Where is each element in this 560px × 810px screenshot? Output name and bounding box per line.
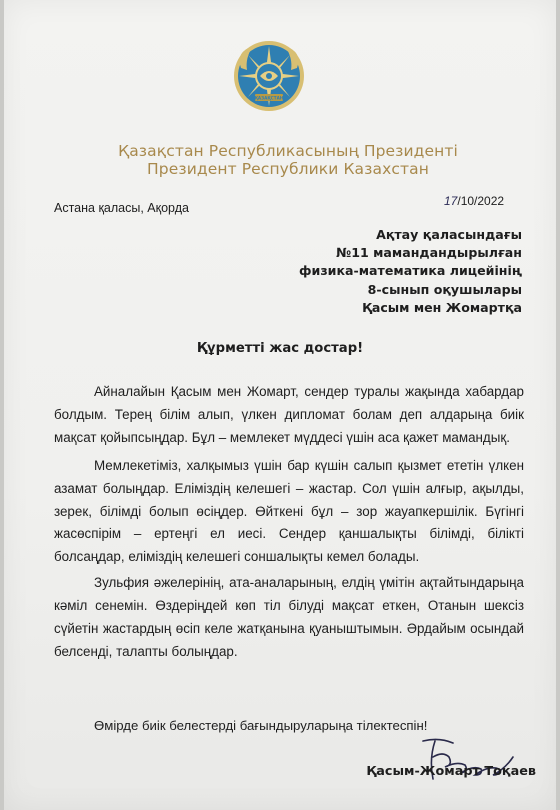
place-line: Астана қаласы, Ақорда	[54, 201, 189, 215]
recipient-line: №11 мамандандырылған	[336, 245, 522, 261]
body-paragraph: Зульфия әжелерінің, ата-аналарының, елдің үмітін ақтайтындарыңа кәміл сенемін. Өздеріңдей көп тіл білуді мақсат еткен, Отанын шексіз сүйетін жастардың өсіп келе жатқанына қуаныштымын. Әрдайым осындай белсенді, талапты болыңдар.	[54, 575, 524, 659]
signer-name: Қасым-Жомарт Тоқаев	[366, 764, 536, 779]
recipient-block	[299, 226, 522, 317]
letter-body	[54, 381, 524, 664]
recipient-line: физика-математика лицейінің	[299, 263, 522, 279]
letter-page	[4, 0, 556, 810]
body-paragraph: Айналайын Қасым мен Жомарт, сендер туралы жақында хабардар болдым. Терең білім алып, үлкен дипломат болам деп алдарыңа биік мақсат қойыпсыңдар. Бұл – мемлекет мүддесі үшін аса қажет мамандық.	[54, 384, 524, 445]
date-rest: /10/2022	[457, 194, 505, 208]
svg-text:ҚАЗАҚСТАН: ҚАЗАҚСТАН	[254, 95, 284, 101]
header-title-kz: Қазақстан Республикасының Президенті	[118, 142, 458, 160]
letter-date	[444, 194, 504, 208]
date-day: 17	[444, 194, 458, 208]
body-paragraph: Мемлекетіміз, халқымыз үшін бар күшін салып қызмет ететін үлкен азамат болыңдар. Еліміздің келешегі – жастар. Сол үшін алғыр, ақылды, зерек, білімді болып өсіңдер. Өйткені бұл – зор жауапкершілік. Бүгінгі жасөспірім – ертеңгі ел иесі. Сендер қаншалықты білімді, білікті болсаңдар, еліміздің келешегі соншалықты кемел болады.	[54, 457, 524, 565]
recipient-line: Ақтау қаласындағы	[376, 227, 522, 242]
state-emblem-icon	[233, 40, 305, 112]
salutation: Құрметті жас достар!	[196, 341, 364, 356]
recipient-line: Қасым мен Жомартқа	[362, 299, 522, 315]
header-title-ru: Президент Республики Казахстан	[147, 160, 429, 178]
recipient-line: 8-сынып оқушылары	[367, 281, 522, 297]
closing-line: Өмірде биік белестерді бағындыруларыңа тілектеспін!	[94, 718, 428, 733]
